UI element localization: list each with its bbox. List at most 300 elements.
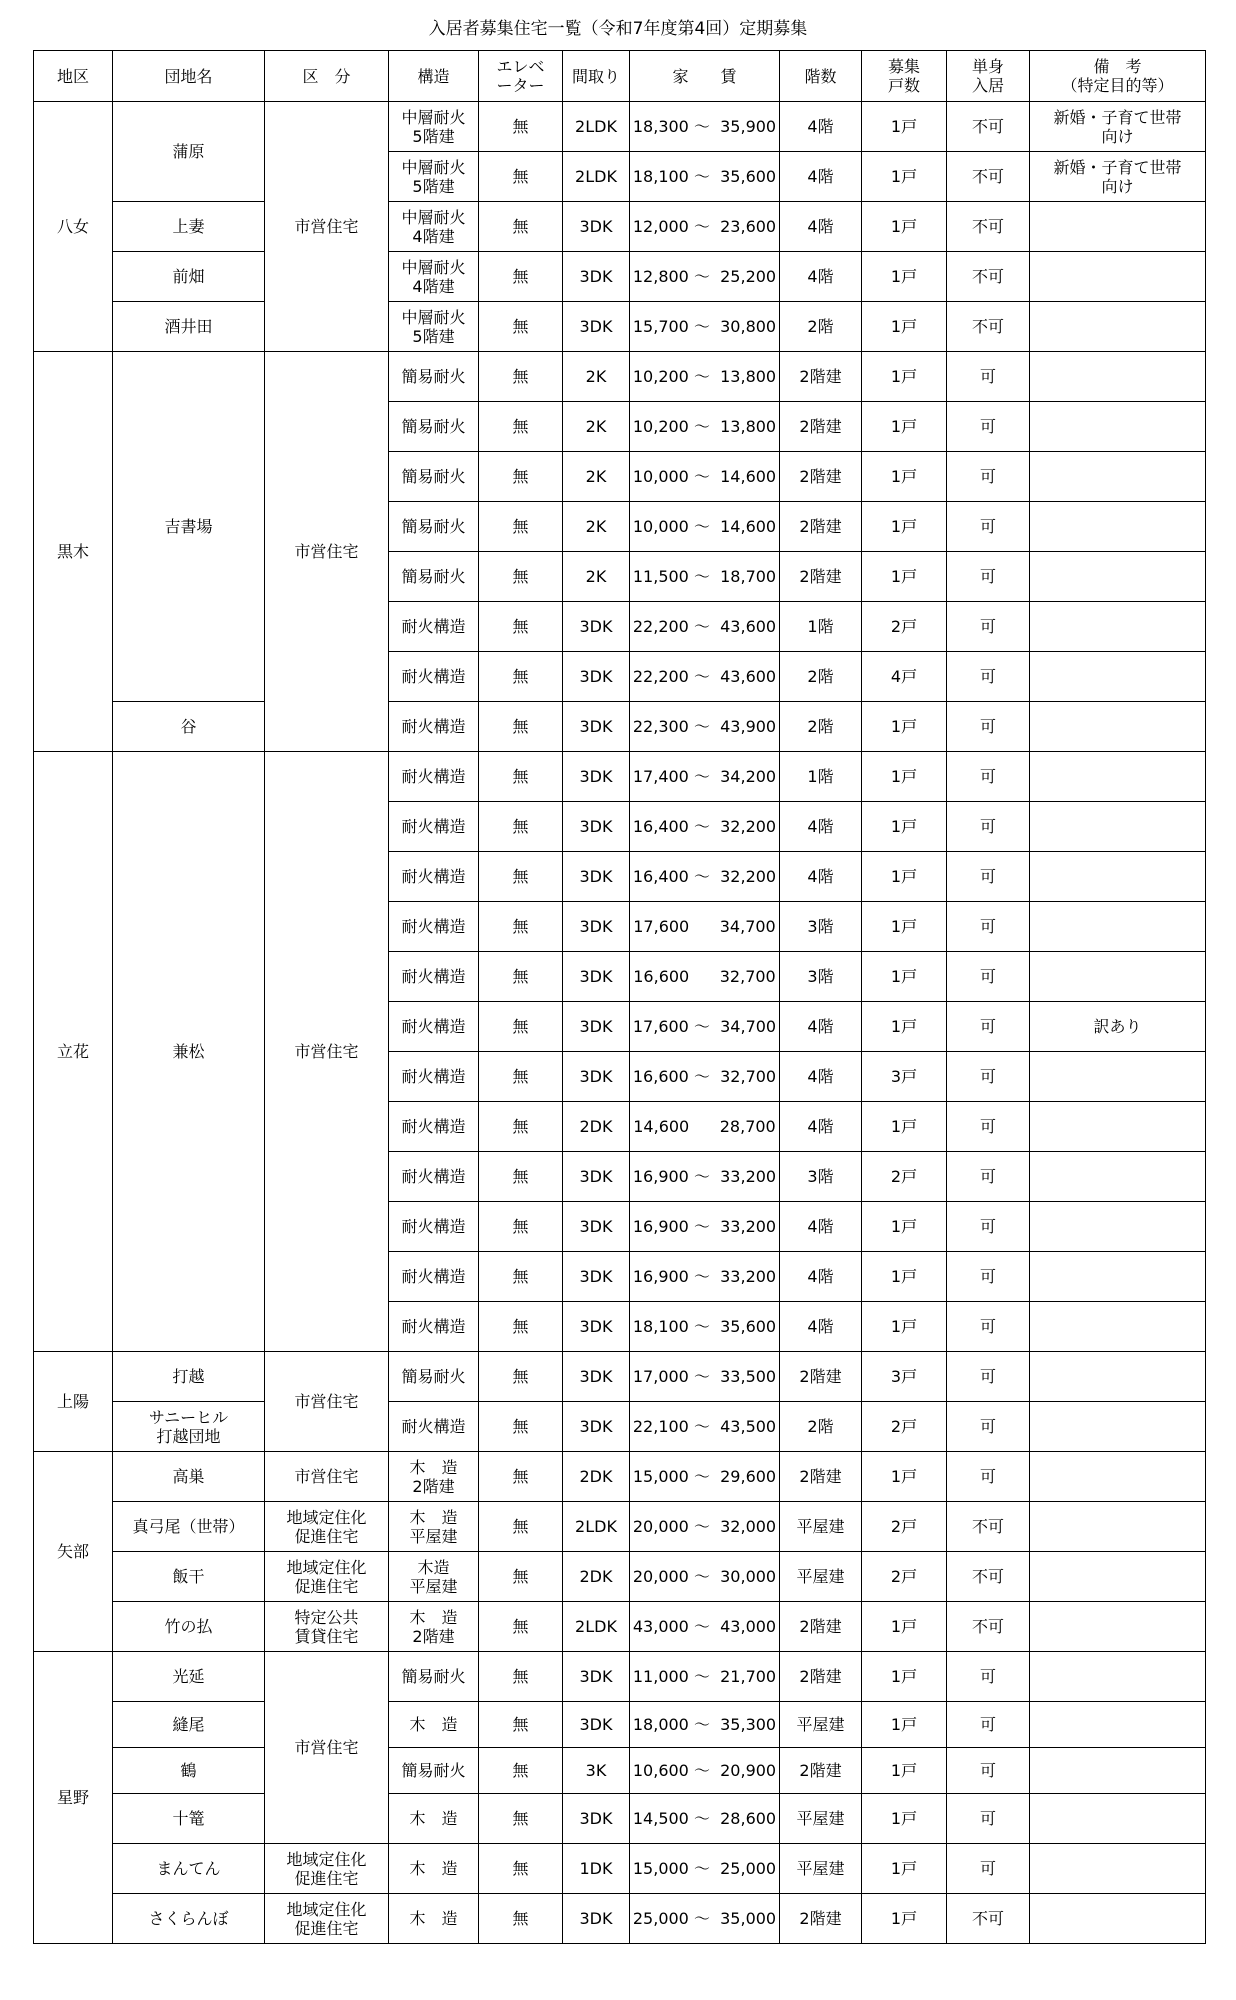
floor-cell: 2階 xyxy=(780,302,862,352)
rent-cell: 22,200 ～ 43,600 xyxy=(630,602,780,652)
header-floor: 階数 xyxy=(780,51,862,102)
layout-cell: 3DK xyxy=(563,1402,630,1452)
layout-cell: 2DK xyxy=(563,1452,630,1502)
estate-name-cell: 光延 xyxy=(113,1652,265,1702)
units-cell: 1戸 xyxy=(862,252,947,302)
layout-cell: 2K xyxy=(563,352,630,402)
layout-cell: 2K xyxy=(563,452,630,502)
single-cell: 不可 xyxy=(947,252,1030,302)
header-units: 募集 戸数 xyxy=(862,51,947,102)
units-cell: 1戸 xyxy=(862,1844,947,1894)
table-row xyxy=(34,1402,1206,1452)
category-cell: 地域定住化 促進住宅 xyxy=(265,1844,389,1894)
floor-cell: 2階 xyxy=(780,1402,862,1452)
units-cell: 1戸 xyxy=(862,1252,947,1302)
structure-cell: 中層耐火 5階建 xyxy=(389,102,479,152)
units-cell: 1戸 xyxy=(862,452,947,502)
layout-cell: 3DK xyxy=(563,252,630,302)
elevator-cell: 無 xyxy=(479,502,563,552)
floor-cell: 4階 xyxy=(780,1052,862,1102)
floor-cell: 2階建 xyxy=(780,352,862,402)
floor-cell: 平屋建 xyxy=(780,1844,862,1894)
single-cell: 可 xyxy=(947,1652,1030,1702)
estate-name-cell: 蒲原 xyxy=(113,102,265,202)
area-cell: 上陽 xyxy=(34,1352,113,1452)
floor-cell: 2階建 xyxy=(780,1452,862,1502)
floor-cell: 3階 xyxy=(780,952,862,1002)
notes-cell xyxy=(1030,702,1206,752)
table-row xyxy=(34,1352,1206,1402)
rent-cell: 20,000 ～ 30,000 xyxy=(630,1552,780,1602)
elevator-cell: 無 xyxy=(479,952,563,1002)
table-row xyxy=(34,1894,1206,1944)
layout-cell: 3DK xyxy=(563,202,630,252)
layout-cell: 3DK xyxy=(563,1794,630,1844)
units-cell: 2戸 xyxy=(862,1402,947,1452)
category-cell: 市営住宅 xyxy=(265,1352,389,1452)
elevator-cell: 無 xyxy=(479,452,563,502)
notes-cell xyxy=(1030,602,1206,652)
header-rent: 家 賃 xyxy=(630,51,780,102)
single-cell: 可 xyxy=(947,1052,1030,1102)
elevator-cell: 無 xyxy=(479,1402,563,1452)
notes-cell xyxy=(1030,1202,1206,1252)
elevator-cell: 無 xyxy=(479,1748,563,1794)
floor-cell: 平屋建 xyxy=(780,1552,862,1602)
notes-cell xyxy=(1030,1252,1206,1302)
units-cell: 1戸 xyxy=(862,1702,947,1748)
rent-cell: 16,900 ～ 33,200 xyxy=(630,1202,780,1252)
rent-cell: 10,200 ～ 13,800 xyxy=(630,352,780,402)
area-cell: 立花 xyxy=(34,752,113,1352)
floor-cell: 2階建 xyxy=(780,1894,862,1944)
table-row xyxy=(34,1748,1206,1794)
notes-cell xyxy=(1030,1302,1206,1352)
elevator-cell: 無 xyxy=(479,1702,563,1748)
structure-cell: 耐火構造 xyxy=(389,1102,479,1152)
layout-cell: 2DK xyxy=(563,1102,630,1152)
floor-cell: 4階 xyxy=(780,852,862,902)
rent-cell: 18,300 ～ 35,900 xyxy=(630,102,780,152)
elevator-cell: 無 xyxy=(479,1152,563,1202)
layout-cell: 3DK xyxy=(563,752,630,802)
structure-cell: 簡易耐火 xyxy=(389,402,479,452)
layout-cell: 3DK xyxy=(563,802,630,852)
floor-cell: 2階建 xyxy=(780,1748,862,1794)
units-cell: 1戸 xyxy=(862,1102,947,1152)
single-cell: 可 xyxy=(947,452,1030,502)
notes-cell xyxy=(1030,802,1206,852)
notes-cell xyxy=(1030,202,1206,252)
units-cell: 1戸 xyxy=(862,1602,947,1652)
units-cell: 3戸 xyxy=(862,1352,947,1402)
units-cell: 3戸 xyxy=(862,1052,947,1102)
elevator-cell: 無 xyxy=(479,1552,563,1602)
rent-cell: 12,800 ～ 25,200 xyxy=(630,252,780,302)
floor-cell: 平屋建 xyxy=(780,1702,862,1748)
notes-cell: 訳あり xyxy=(1030,1002,1206,1052)
structure-cell: 耐火構造 xyxy=(389,1252,479,1302)
notes-cell xyxy=(1030,1352,1206,1402)
rent-cell: 22,100 ～ 43,500 xyxy=(630,1402,780,1452)
area-cell: 黒木 xyxy=(34,352,113,752)
structure-cell: 耐火構造 xyxy=(389,1302,479,1352)
units-cell: 1戸 xyxy=(862,802,947,852)
floor-cell: 4階 xyxy=(780,1252,862,1302)
floor-cell: 1階 xyxy=(780,602,862,652)
notes-cell xyxy=(1030,352,1206,402)
single-cell: 可 xyxy=(947,1352,1030,1402)
estate-name-cell: 上妻 xyxy=(113,202,265,252)
single-cell: 可 xyxy=(947,1202,1030,1252)
category-cell: 市営住宅 xyxy=(265,352,389,752)
single-cell: 可 xyxy=(947,952,1030,1002)
structure-cell: 簡易耐火 xyxy=(389,1352,479,1402)
table-body xyxy=(34,102,1206,1944)
category-cell: 地域定住化 促進住宅 xyxy=(265,1894,389,1944)
units-cell: 1戸 xyxy=(862,952,947,1002)
estate-name-cell: 高巣 xyxy=(113,1452,265,1502)
single-cell: 不可 xyxy=(947,152,1030,202)
rent-cell: 14,600 28,700 xyxy=(630,1102,780,1152)
header-elevator: エレベ ーター xyxy=(479,51,563,102)
floor-cell: 4階 xyxy=(780,1202,862,1252)
notes-cell xyxy=(1030,1844,1206,1894)
rent-cell: 18,100 ～ 35,600 xyxy=(630,152,780,202)
area-cell: 矢部 xyxy=(34,1452,113,1652)
single-cell: 不可 xyxy=(947,202,1030,252)
structure-cell: 木 造 xyxy=(389,1894,479,1944)
table-row xyxy=(34,352,1206,402)
structure-cell: 木 造 2階建 xyxy=(389,1452,479,1502)
floor-cell: 4階 xyxy=(780,1002,862,1052)
layout-cell: 3DK xyxy=(563,952,630,1002)
single-cell: 可 xyxy=(947,1748,1030,1794)
header-estate: 団地名 xyxy=(113,51,265,102)
estate-name-cell: 飯干 xyxy=(113,1552,265,1602)
units-cell: 1戸 xyxy=(862,1652,947,1702)
notes-cell xyxy=(1030,652,1206,702)
table-row xyxy=(34,1702,1206,1748)
category-cell: 市営住宅 xyxy=(265,1452,389,1502)
rent-cell: 10,600 ～ 20,900 xyxy=(630,1748,780,1794)
table-row xyxy=(34,1452,1206,1502)
layout-cell: 3DK xyxy=(563,1202,630,1252)
rent-cell: 22,300 ～ 43,900 xyxy=(630,702,780,752)
units-cell: 1戸 xyxy=(862,902,947,952)
units-cell: 1戸 xyxy=(862,402,947,452)
single-cell: 可 xyxy=(947,1702,1030,1748)
single-cell: 可 xyxy=(947,1844,1030,1894)
structure-cell: 木 造 2階建 xyxy=(389,1602,479,1652)
rent-cell: 15,000 ～ 25,000 xyxy=(630,1844,780,1894)
single-cell: 可 xyxy=(947,852,1030,902)
units-cell: 2戸 xyxy=(862,1152,947,1202)
rent-cell: 15,700 ～ 30,800 xyxy=(630,302,780,352)
notes-cell xyxy=(1030,1052,1206,1102)
header-notes: 備 考 （特定目的等） xyxy=(1030,51,1206,102)
elevator-cell: 無 xyxy=(479,302,563,352)
rent-cell: 25,000 ～ 35,000 xyxy=(630,1894,780,1944)
structure-cell: 耐火構造 xyxy=(389,952,479,1002)
single-cell: 不可 xyxy=(947,1502,1030,1552)
single-cell: 可 xyxy=(947,352,1030,402)
units-cell: 1戸 xyxy=(862,1202,947,1252)
header-single: 単身 入居 xyxy=(947,51,1030,102)
structure-cell: 簡易耐火 xyxy=(389,352,479,402)
floor-cell: 2階 xyxy=(780,702,862,752)
elevator-cell: 無 xyxy=(479,702,563,752)
single-cell: 可 xyxy=(947,802,1030,852)
layout-cell: 3DK xyxy=(563,1652,630,1702)
table-row xyxy=(34,302,1206,352)
notes-cell xyxy=(1030,552,1206,602)
rent-cell: 14,500 ～ 28,600 xyxy=(630,1794,780,1844)
elevator-cell: 無 xyxy=(479,1502,563,1552)
rent-cell: 18,000 ～ 35,300 xyxy=(630,1702,780,1748)
table-row xyxy=(34,1602,1206,1652)
elevator-cell: 無 xyxy=(479,1352,563,1402)
layout-cell: 3DK xyxy=(563,902,630,952)
units-cell: 1戸 xyxy=(862,702,947,752)
rent-cell: 10,000 ～ 14,600 xyxy=(630,502,780,552)
notes-cell xyxy=(1030,1602,1206,1652)
units-cell: 2戸 xyxy=(862,1552,947,1602)
single-cell: 可 xyxy=(947,1302,1030,1352)
elevator-cell: 無 xyxy=(479,252,563,302)
layout-cell: 2LDK xyxy=(563,102,630,152)
elevator-cell: 無 xyxy=(479,1794,563,1844)
units-cell: 1戸 xyxy=(862,1748,947,1794)
structure-cell: 簡易耐火 xyxy=(389,1652,479,1702)
header-category: 区 分 xyxy=(265,51,389,102)
estate-name-cell: 打越 xyxy=(113,1352,265,1402)
single-cell: 可 xyxy=(947,902,1030,952)
table-row xyxy=(34,1652,1206,1702)
estate-name-cell: さくらんぼ xyxy=(113,1894,265,1944)
units-cell: 1戸 xyxy=(862,502,947,552)
layout-cell: 3DK xyxy=(563,1302,630,1352)
rent-cell: 17,600 ～ 34,700 xyxy=(630,1002,780,1052)
rent-cell: 43,000 ～ 43,000 xyxy=(630,1602,780,1652)
floor-cell: 2階建 xyxy=(780,502,862,552)
layout-cell: 3K xyxy=(563,1748,630,1794)
header-area: 地区 xyxy=(34,51,113,102)
structure-cell: 耐火構造 xyxy=(389,802,479,852)
layout-cell: 1DK xyxy=(563,1844,630,1894)
units-cell: 1戸 xyxy=(862,1302,947,1352)
notes-cell xyxy=(1030,502,1206,552)
elevator-cell: 無 xyxy=(479,1102,563,1152)
single-cell: 不可 xyxy=(947,1894,1030,1944)
rent-cell: 10,200 ～ 13,800 xyxy=(630,402,780,452)
rent-cell: 10,000 ～ 14,600 xyxy=(630,452,780,502)
notes-cell xyxy=(1030,752,1206,802)
single-cell: 可 xyxy=(947,1102,1030,1152)
single-cell: 不可 xyxy=(947,1552,1030,1602)
single-cell: 可 xyxy=(947,1794,1030,1844)
floor-cell: 2階建 xyxy=(780,1602,862,1652)
single-cell: 可 xyxy=(947,752,1030,802)
elevator-cell: 無 xyxy=(479,802,563,852)
structure-cell: 中層耐火 5階建 xyxy=(389,302,479,352)
layout-cell: 2DK xyxy=(563,1552,630,1602)
units-cell: 1戸 xyxy=(862,752,947,802)
notes-cell xyxy=(1030,402,1206,452)
elevator-cell: 無 xyxy=(479,1052,563,1102)
layout-cell: 2LDK xyxy=(563,152,630,202)
housing-table xyxy=(33,50,1206,1944)
rent-cell: 16,600 32,700 xyxy=(630,952,780,1002)
units-cell: 1戸 xyxy=(862,1794,947,1844)
structure-cell: 耐火構造 xyxy=(389,1152,479,1202)
notes-cell xyxy=(1030,1652,1206,1702)
elevator-cell: 無 xyxy=(479,902,563,952)
floor-cell: 4階 xyxy=(780,152,862,202)
floor-cell: 1階 xyxy=(780,752,862,802)
rent-cell: 22,200 ～ 43,600 xyxy=(630,652,780,702)
rent-cell: 11,500 ～ 18,700 xyxy=(630,552,780,602)
estate-name-cell: 鶴 xyxy=(113,1748,265,1794)
rent-cell: 16,600 ～ 32,700 xyxy=(630,1052,780,1102)
rent-cell: 16,400 ～ 32,200 xyxy=(630,852,780,902)
single-cell: 不可 xyxy=(947,302,1030,352)
notes-cell xyxy=(1030,1102,1206,1152)
notes-cell xyxy=(1030,1894,1206,1944)
elevator-cell: 無 xyxy=(479,852,563,902)
notes-cell xyxy=(1030,1702,1206,1748)
estate-name-cell: 縫尾 xyxy=(113,1702,265,1748)
single-cell: 不可 xyxy=(947,102,1030,152)
elevator-cell: 無 xyxy=(479,102,563,152)
elevator-cell: 無 xyxy=(479,1002,563,1052)
header-structure: 構造 xyxy=(389,51,479,102)
elevator-cell: 無 xyxy=(479,752,563,802)
layout-cell: 2LDK xyxy=(563,1602,630,1652)
estate-name-cell: 真弓尾（世帯） xyxy=(113,1502,265,1552)
layout-cell: 3DK xyxy=(563,1894,630,1944)
table-row xyxy=(34,752,1206,802)
notes-cell xyxy=(1030,302,1206,352)
layout-cell: 3DK xyxy=(563,302,630,352)
notes-cell xyxy=(1030,952,1206,1002)
layout-cell: 3DK xyxy=(563,702,630,752)
notes-cell xyxy=(1030,1552,1206,1602)
elevator-cell: 無 xyxy=(479,1252,563,1302)
area-cell: 星野 xyxy=(34,1652,113,1944)
units-cell: 1戸 xyxy=(862,852,947,902)
rent-cell: 16,900 ～ 33,200 xyxy=(630,1252,780,1302)
structure-cell: 木 造 xyxy=(389,1794,479,1844)
layout-cell: 3DK xyxy=(563,1002,630,1052)
floor-cell: 2階建 xyxy=(780,402,862,452)
floor-cell: 4階 xyxy=(780,1102,862,1152)
units-cell: 1戸 xyxy=(862,102,947,152)
notes-cell xyxy=(1030,452,1206,502)
layout-cell: 3DK xyxy=(563,852,630,902)
structure-cell: 木 造 xyxy=(389,1702,479,1748)
floor-cell: 2階建 xyxy=(780,552,862,602)
elevator-cell: 無 xyxy=(479,1452,563,1502)
units-cell: 1戸 xyxy=(862,1894,947,1944)
single-cell: 可 xyxy=(947,702,1030,752)
category-cell: 地域定住化 促進住宅 xyxy=(265,1552,389,1602)
structure-cell: 耐火構造 xyxy=(389,752,479,802)
rent-cell: 15,000 ～ 29,600 xyxy=(630,1452,780,1502)
elevator-cell: 無 xyxy=(479,402,563,452)
units-cell: 1戸 xyxy=(862,1452,947,1502)
notes-cell xyxy=(1030,252,1206,302)
structure-cell: 耐火構造 xyxy=(389,852,479,902)
layout-cell: 2LDK xyxy=(563,1502,630,1552)
estate-name-cell: 酒井田 xyxy=(113,302,265,352)
notes-cell xyxy=(1030,852,1206,902)
rent-cell: 12,000 ～ 23,600 xyxy=(630,202,780,252)
floor-cell: 4階 xyxy=(780,202,862,252)
estate-name-cell: 竹の払 xyxy=(113,1602,265,1652)
single-cell: 可 xyxy=(947,1252,1030,1302)
estate-name-cell: 兼松 xyxy=(113,752,265,1352)
structure-cell: 中層耐火 4階建 xyxy=(389,252,479,302)
structure-cell: 耐火構造 xyxy=(389,702,479,752)
units-cell: 4戸 xyxy=(862,652,947,702)
estate-name-cell: サニーヒル 打越団地 xyxy=(113,1402,265,1452)
floor-cell: 2階 xyxy=(780,652,862,702)
layout-cell: 3DK xyxy=(563,1052,630,1102)
category-cell: 市営住宅 xyxy=(265,1652,389,1844)
estate-name-cell: まんてん xyxy=(113,1844,265,1894)
elevator-cell: 無 xyxy=(479,552,563,602)
table-row xyxy=(34,102,1206,152)
single-cell: 可 xyxy=(947,402,1030,452)
rent-cell: 11,000 ～ 21,700 xyxy=(630,1652,780,1702)
units-cell: 2戸 xyxy=(862,602,947,652)
table-row xyxy=(34,1552,1206,1602)
units-cell: 1戸 xyxy=(862,302,947,352)
structure-cell: 中層耐火 4階建 xyxy=(389,202,479,252)
layout-cell: 3DK xyxy=(563,1702,630,1748)
units-cell: 1戸 xyxy=(862,152,947,202)
structure-cell: 耐火構造 xyxy=(389,652,479,702)
single-cell: 可 xyxy=(947,1452,1030,1502)
elevator-cell: 無 xyxy=(479,1652,563,1702)
area-cell: 八女 xyxy=(34,102,113,352)
units-cell: 1戸 xyxy=(862,552,947,602)
elevator-cell: 無 xyxy=(479,1894,563,1944)
notes-cell xyxy=(1030,1794,1206,1844)
layout-cell: 2K xyxy=(563,552,630,602)
estate-name-cell: 前畑 xyxy=(113,252,265,302)
floor-cell: 平屋建 xyxy=(780,1502,862,1552)
single-cell: 可 xyxy=(947,1152,1030,1202)
units-cell: 1戸 xyxy=(862,202,947,252)
rent-cell: 16,900 ～ 33,200 xyxy=(630,1152,780,1202)
estate-name-cell: 吉書場 xyxy=(113,352,265,702)
estate-name-cell: 谷 xyxy=(113,702,265,752)
rent-cell: 16,400 ～ 32,200 xyxy=(630,802,780,852)
estate-name-cell: 十篭 xyxy=(113,1794,265,1844)
single-cell: 可 xyxy=(947,1002,1030,1052)
elevator-cell: 無 xyxy=(479,1302,563,1352)
structure-cell: 簡易耐火 xyxy=(389,452,479,502)
table-row xyxy=(34,202,1206,252)
rent-cell: 17,400 ～ 34,200 xyxy=(630,752,780,802)
floor-cell: 2階建 xyxy=(780,1352,862,1402)
single-cell: 可 xyxy=(947,552,1030,602)
layout-cell: 3DK xyxy=(563,1152,630,1202)
layout-cell: 2K xyxy=(563,402,630,452)
floor-cell: 4階 xyxy=(780,1302,862,1352)
